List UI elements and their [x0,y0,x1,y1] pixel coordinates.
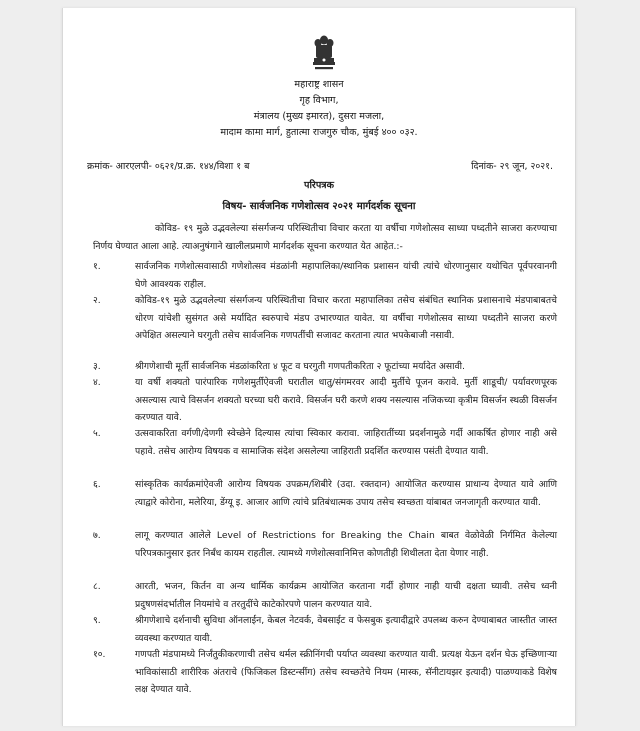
reference-number: क्रमांक- आरएलपी- ०६२१/प्र.क्र. १४४/विशा १ ब [87,161,250,172]
item-number: ५. [93,428,101,439]
list-item [93,292,557,345]
item-number: १०. [93,649,106,660]
intro-paragraph [93,220,557,256]
item-text: लागू करण्यात आलेले Level of Restrictions for Breaking the Chain बाबत वेळोवेळी निर्गमित केलेल्या परिपत्रकानुसार इतर निर्बंध कायम राहतील. त्यामध्ये गणेशोत्सवानिमित्त कोणतीही शिथीलता देता येणार नाही. [135,530,557,559]
list-item [93,578,557,613]
item-number: २. [93,295,101,306]
list-item [93,476,557,511]
address-line: मादाम कामा मार्ग, हुतात्मा राजगुरु चौक, मुंबई ४०० ०३२. [220,127,418,138]
list-item [93,612,557,647]
item-number: ३. [93,361,101,372]
item-number: ७. [93,530,101,541]
item-text: आरती, भजन, किर्तन वा अन्य धार्मिक कार्यक्रम आयोजित करताना गर्दी होणार नाही याची दक्षता घ्यावी. तसेच ध्वनी प्रदुषणसंदर्भातील नियमांचे व तरतुदींचे काटेकोरपणे पालन करण्यात यावे. [135,581,557,610]
item-text: सांस्कृतिक कार्यक्रमांऐवजी आरोग्य विषयक उपक्रम/शिबीरे (उदा. रक्तदान) आयोजित करण्यास प्राधान्य देण्यात यावे आणि त्याद्वारे कोरोना, मलेरिया, डेंग्यू इ. आजार आणि त्यांचे प्रतिबंधात्मक उपाय तसेच स्वच्छता यांबाबत जनजागृती करण्यात यावी. [135,479,557,508]
list-item [93,358,557,376]
circular-label: परिपत्रक [304,180,334,191]
list-item [93,374,557,427]
item-number: ९. [93,615,101,626]
list-item [93,527,557,562]
item-text: उत्सवाकरिता वर्गणी/देणगी स्वेच्छेने दिल्यास त्यांचा स्विकार करावा. जाहिरातींच्या प्रदर्शनामुळे गर्दी आकर्षित होणार नाही असे पहावे. तसेच आरोग्य विषयक व सामाजिक संदेश असलेल्या जाहिराती प्रदर्शित करण्यास पसंती देण्यात यावी. [135,428,557,457]
item-number: ८. [93,581,101,592]
item-text: गणपती मंडपामध्ये निर्जंतुकीकरणाची तसेच थर्मल स्क्रीनिंगची पर्याप्त व्यवस्था करण्यात यावी. प्रत्यक्ष येऊन दर्शन घेऊ इच्छिणाऱ्या भाविकांसाठी शारीरिक अंतराचे (फिजिकल डिस्टन्सींग) तसेच स्वच्छतेचे नियम (मास्क, सॅनीटायझर इत्यादी) पाळण्याकडे विशेष लक्ष देण्यात यावे. [135,649,557,695]
list-item [93,646,557,699]
item-text: कोविड-१९ मुळे उद्भवलेल्या संसर्गजन्य परिस्थितीचा विचार करता महापालिका तसेच संबंधित स्थानिक प्रशासनाचे मंडपाबाबतचे धोरण यांचेशी सुसंगत असे मर्यादित स्वरुपाचे मंडप उभारण्यात यावेत. या वर्षीचा गणेशोत्सव साध्या पध्दतीने साजरा करणे अपेक्षित असल्याने घरगुती तसेच सार्वजनिक गणपतींची सजावट करताना त्यात भपकेबाजी नसावी. [135,295,557,341]
item-number: १. [93,261,101,272]
list-item [93,425,557,460]
document-page [62,8,576,726]
building-line: मंत्रालय (मुख्य इमारत), दुसरा मजला, [253,111,385,122]
item-number: ६. [93,479,101,490]
item-text: या वर्षी शक्यतो पारंपारिक गणेशमुर्तीऐवजी घरातील धातु/संगमरवर आदी मुर्तीचे पूजन करावे. मुर्ती शाडूची/ पर्यावरणपूरक असल्यास त्याचे विसर्जन शक्यतो घरच्या घरी करावे. विसर्जन घरी करणे शक्य नसल्यास नजिकच्या कृत्रीम विसर्जन स्थळी विसर्जन करण्यात यावे. [135,377,557,423]
government-name: महाराष्ट्र शासन [294,79,344,90]
item-text: श्रीगणेशाची मूर्ती सार्वजनिक मंडळांकरिता ४ फूट व घरगुती गणपतीकरिता २ फूटांच्या मर्यादेत असावी. [135,361,465,372]
department-name: गृह विभाग, [299,95,339,106]
subject-line: विषय- सार्वजनिक गणेशोत्सव २०२१ मार्गदर्शक सूचना [222,201,416,212]
ashoka-emblem-icon [309,34,339,74]
item-number: ४. [93,377,101,388]
item-text: श्रीगणेशाचे दर्शनाची सुविधा ऑनलाईन, केबल नेटवर्क, वेबसाईट व फेसबुक इत्यादीद्वारे उपलब्ध करुन देण्याबाबत जास्तीत जास्त व्यवस्था करण्यात यावी. [135,615,557,644]
list-item [93,258,557,293]
item-text: सार्वजनिक गणेशोत्सवासाठी गणेशोत्सव मंडळांनी महापालिका/स्थानिक प्रशासन यांची त्यांचे धोरणानुसार यथोचित पूर्वपरवानगी घेणे आवश्यक राहील. [135,261,557,290]
circular-date: दिनांक- २९ जून, २०२१. [471,161,553,172]
intro-text: कोविड- १९ मुळे उद्भवलेल्या संसर्गजन्य परिस्थितीचा विचार करता या वर्षीचा गणेशोत्सव साध्या पध्दतीने साजरा करण्याचा निर्णय घेण्यात आला आहे. त्याअनुषंगाने खालीलप्रमाणे मार्गदर्शक सूचना करण्यात येत आहेत.:- [93,223,557,252]
